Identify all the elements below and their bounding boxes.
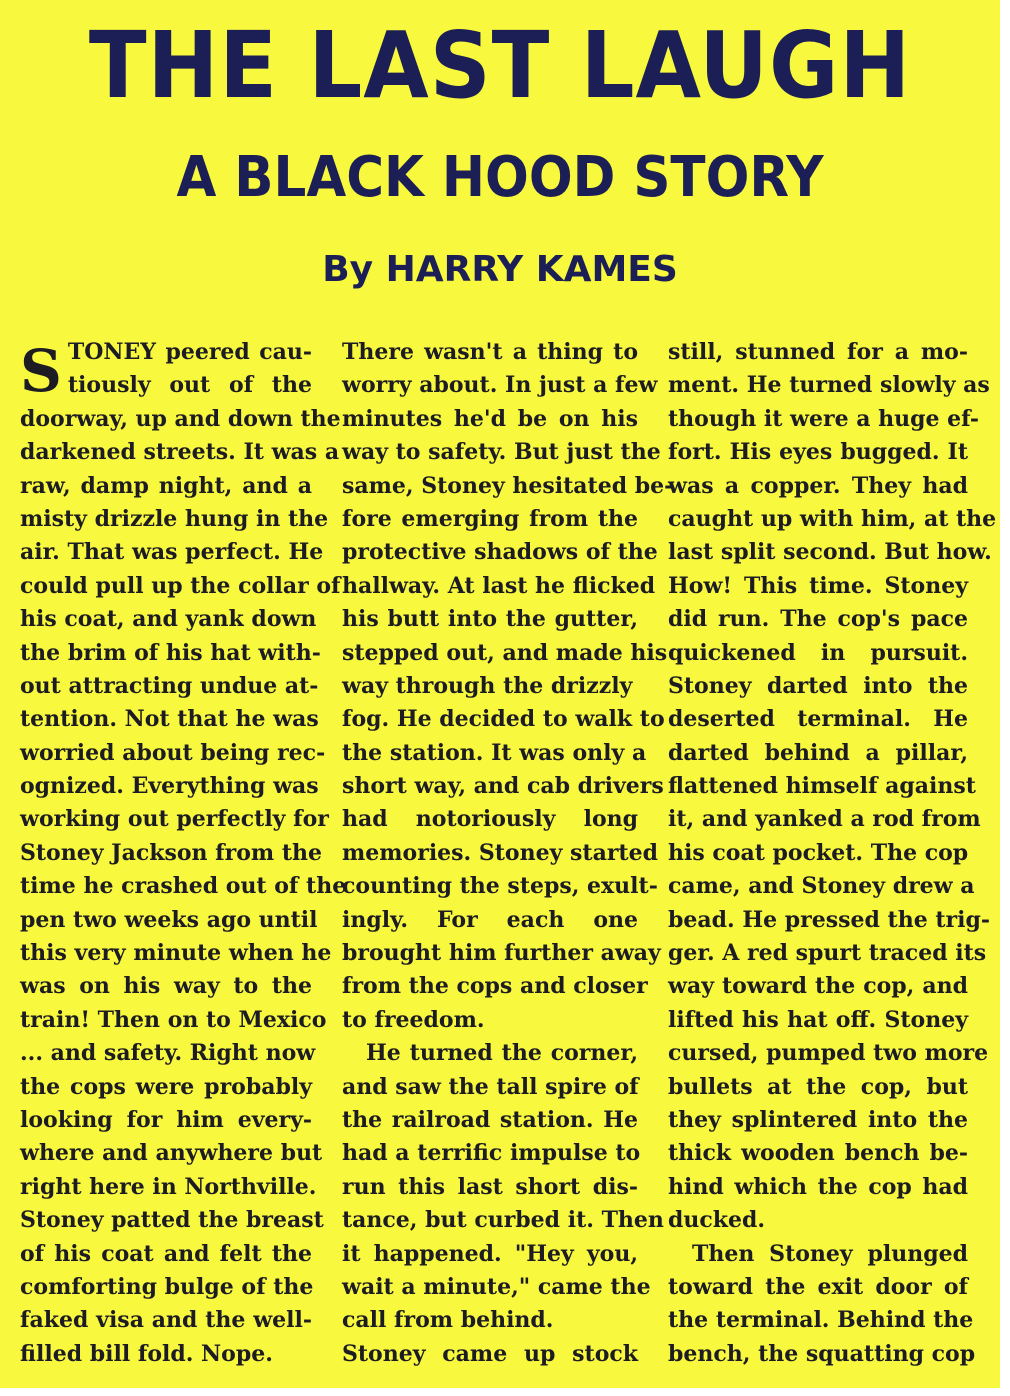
text-line: where and anywhere but [20,1140,323,1167]
text-line: ment. He turned slowly as [668,372,990,399]
story-title: THE LAST LAUGH [88,12,912,119]
text-line: call from behind. [342,1307,554,1334]
text-line: short way, and cab drivers [342,773,664,800]
text-line: tance, but curbed it. Then [342,1207,664,1234]
text-line: right here in Northville. [20,1173,317,1200]
text-line: comforting bulge of the [20,1273,314,1300]
text-line: way through the drizzly [342,672,633,699]
text-line: looking for him every- [20,1106,312,1133]
text-line: quickened in pursuit. [668,639,968,666]
text-line: He turned the corner, [366,1040,638,1067]
text-line: lifted his hat off. Stoney [668,1006,968,1033]
text-line: the terminal. Behind the [668,1307,974,1334]
text-line: same, Stoney hesitated be- [342,472,674,499]
text-line: bench, the squatting cop [668,1340,976,1367]
text-line: the brim of his hat with- [20,639,321,666]
text-line: ingly. For each one [342,906,638,933]
text-line: last split second. But how. [668,539,992,566]
text-line: TONEY peered cau- [67,339,312,365]
drop-cap: S [20,337,62,405]
text-line: the station. It was only a [342,739,647,766]
text-line: ... and safety. Right now [20,1040,316,1067]
text-line: thick wooden bench be- [668,1140,968,1167]
text-line: was on his way to the [20,973,312,1000]
text-line: How! This time. Stoney [668,572,968,599]
opening-paragraph [20,336,312,403]
text-line: hind which the cop had [668,1173,968,1200]
text-line: bullets at the cop, but [668,1073,968,1100]
text-line: air. That was perfect. He [20,539,324,566]
text-line: the railroad station. He [342,1106,638,1133]
text-line: memories. Stoney started [342,839,658,866]
text-line: did run. The cop's pace [668,606,968,633]
text-column-2 [342,336,674,1371]
text-line: wait a minute," came the [342,1273,651,1300]
text-line: counting the steps, exult- [342,873,658,900]
story-subtitle: A BLACK HOOD STORY [176,145,824,210]
text-line: had notoriously long [342,806,638,833]
text-line: time he crashed out of the [20,873,347,900]
text-line: raw, damp night, and a [20,472,312,499]
text-line: they splintered into the [668,1106,968,1133]
text-line: though it were a huge ef- [668,405,979,432]
text-line: ger. A red spurt traced its [668,940,987,967]
text-line: fog. He decided to walk to [342,706,665,733]
text-line: doorway, up and down the [20,405,341,432]
text-line: this very minute when he [20,940,332,967]
text-line: cursed, pumped two more [668,1040,989,1067]
text-line: and saw the tall spire of [342,1073,639,1100]
text-line: bead. He pressed the trig- [668,906,990,933]
text-line: train! Then on to Mexico [20,1006,327,1033]
text-line: it, and yanked a rod from [668,806,981,833]
text-line: brought him further away [342,940,661,967]
text-line: filled bill fold. Nope. [20,1340,273,1367]
text-line: ducked. [668,1207,766,1234]
text-line: Stoney darted into the [668,672,968,699]
text-line: his coat, and yank down [20,606,317,633]
text-line: Then Stoney plunged [692,1240,968,1267]
text-line: from the cops and closer [342,973,648,1000]
text-line: had a terrific impulse to [342,1140,641,1167]
text-line: There wasn't a thing to [342,339,638,365]
text-line: tention. Not that he was [20,706,319,733]
text-line: fore emerging from the [342,505,638,532]
text-line: his coat pocket. The cop [668,839,969,866]
text-line: flattened himself against [668,773,976,800]
text-line: way to safety. But just the [342,439,661,466]
text-line: the cops were probably [20,1073,312,1100]
text-line: pen two weeks ago until [20,906,318,933]
text-column-3 [668,336,997,1371]
text-line: fort. His eyes bugged. It [668,439,968,466]
text-line: working out perfectly for [20,806,329,833]
text-line: still, stunned for a mo- [668,339,968,365]
text-line: out attracting undue at- [20,672,319,699]
text-line: toward the exit door of [668,1273,968,1300]
text-line: misty drizzle hung in the [20,505,329,532]
text-line: of his coat and felt the [20,1240,312,1267]
text-line: to freedom. [342,1006,485,1033]
text-line: deserted terminal. He [668,706,968,733]
text-line: worried about being rec- [20,739,326,766]
text-line: worry about. In just a few [342,372,658,399]
text-line: Stoney patted the breast [20,1207,324,1234]
text-line: ognized. Everything was [20,773,319,800]
text-line: came, and Stoney drew a [668,873,975,900]
text-line: hallway. At last he flicked [342,572,656,599]
text-line: could pull up the collar of [20,572,341,599]
byline: By HARRY KAMES [322,249,678,290]
text-line: tiously out of the [67,372,312,399]
text-line: run this last short dis- [342,1173,638,1200]
text-line: protective shadows of the [342,539,658,566]
text-line: was a copper. They had [668,472,968,499]
text-line: Stoney came up stock [342,1340,638,1367]
text-line: Stoney Jackson from the [20,839,322,866]
text-line: darted behind a pillar, [668,739,968,766]
text-line: stepped out, and made his [342,639,668,666]
text-line: faked visa and the well- [20,1307,312,1334]
text-line: caught up with him, at the [668,505,997,532]
text-line: darkened streets. It was a [20,439,340,466]
text-line: his butt into the gutter, [342,606,638,633]
text-line: minutes he'd be on his [342,405,638,432]
text-line: way toward the cop, and [668,973,968,1000]
text-line: it happened. "Hey you, [342,1240,638,1267]
text-column-1 [20,336,347,1371]
